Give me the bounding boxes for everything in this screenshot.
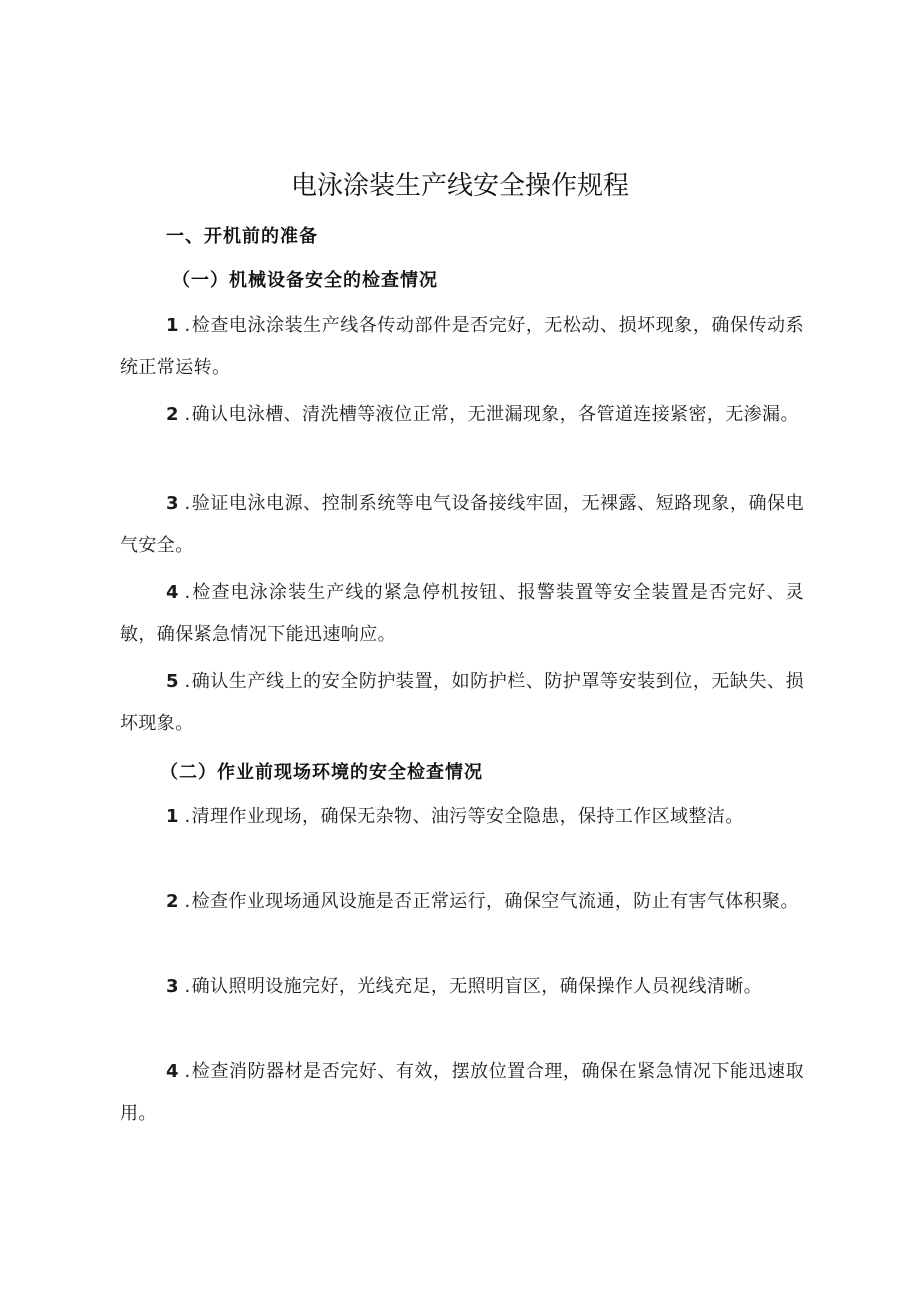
document-title: 电泳涂装生产线安全操作规程 — [290, 171, 629, 201]
item-number: 4 — [166, 582, 179, 603]
item-number: 5 — [166, 671, 179, 692]
item-separator: . — [184, 582, 191, 603]
item-text: 检查电泳涂装生产线各传动部件是否完好，无松动、损坏现象，确保传动系统正常运转。 — [120, 315, 804, 378]
item-text: 清理作业现场，确保无杂物、油污等安全隐患，保持工作区域整洁。 — [191, 806, 744, 827]
list-item — [120, 483, 804, 567]
item-number: 1 — [166, 315, 179, 336]
list-item — [120, 1051, 804, 1135]
subsection-heading-environment-check: （二）作业前现场环境的安全检查情况 — [160, 762, 483, 783]
item-separator: . — [184, 404, 191, 425]
item-number: 2 — [166, 404, 179, 425]
item-text: 验证电泳电源、控制系统等电气设备接线牢固，无裸露、短路现象，确保电气安全。 — [120, 493, 804, 556]
list-item — [120, 661, 804, 745]
item-number: 3 — [166, 976, 179, 997]
item-text: 确认照明设施完好，光线充足，无照明盲区，确保操作人员视线清晰。 — [191, 976, 763, 997]
section-heading-preparation: 一、开机前的准备 — [166, 226, 318, 247]
item-separator: . — [184, 493, 191, 514]
item-separator: . — [184, 976, 191, 997]
item-text: 确认电泳槽、清洗槽等液位正常，无泄漏现象，各管道连接紧密，无渗漏。 — [191, 404, 799, 425]
list-item — [120, 966, 804, 1008]
item-number: 4 — [166, 1061, 179, 1082]
item-text: 检查电泳涂装生产线的紧急停机按钮、报警装置等安全装置是否完好、灵敏，确保紧急情况下能迅速响应。 — [120, 582, 804, 645]
item-separator: . — [184, 671, 191, 692]
list-item — [120, 796, 804, 838]
list-item — [120, 394, 804, 436]
item-separator: . — [184, 891, 191, 912]
item-separator: . — [184, 315, 191, 336]
item-text: 检查作业现场通风设施是否正常运行，确保空气流通，防止有害气体积聚。 — [191, 891, 799, 912]
item-separator: . — [184, 1061, 191, 1082]
list-item — [120, 881, 804, 923]
list-item — [120, 572, 804, 656]
item-text: 确认生产线上的安全防护装置，如防护栏、防护罩等安装到位，无缺失、损坏现象。 — [120, 671, 804, 734]
subsection-heading-mechanical-check: （一）机械设备安全的检查情况 — [172, 270, 438, 291]
item-text: 检查消防器材是否完好、有效，摆放位置合理，确保在紧急情况下能迅速取用。 — [120, 1061, 804, 1124]
item-separator: . — [184, 806, 191, 827]
item-number: 3 — [166, 493, 179, 514]
list-item — [120, 305, 804, 389]
item-number: 1 — [166, 806, 179, 827]
item-number: 2 — [166, 891, 179, 912]
